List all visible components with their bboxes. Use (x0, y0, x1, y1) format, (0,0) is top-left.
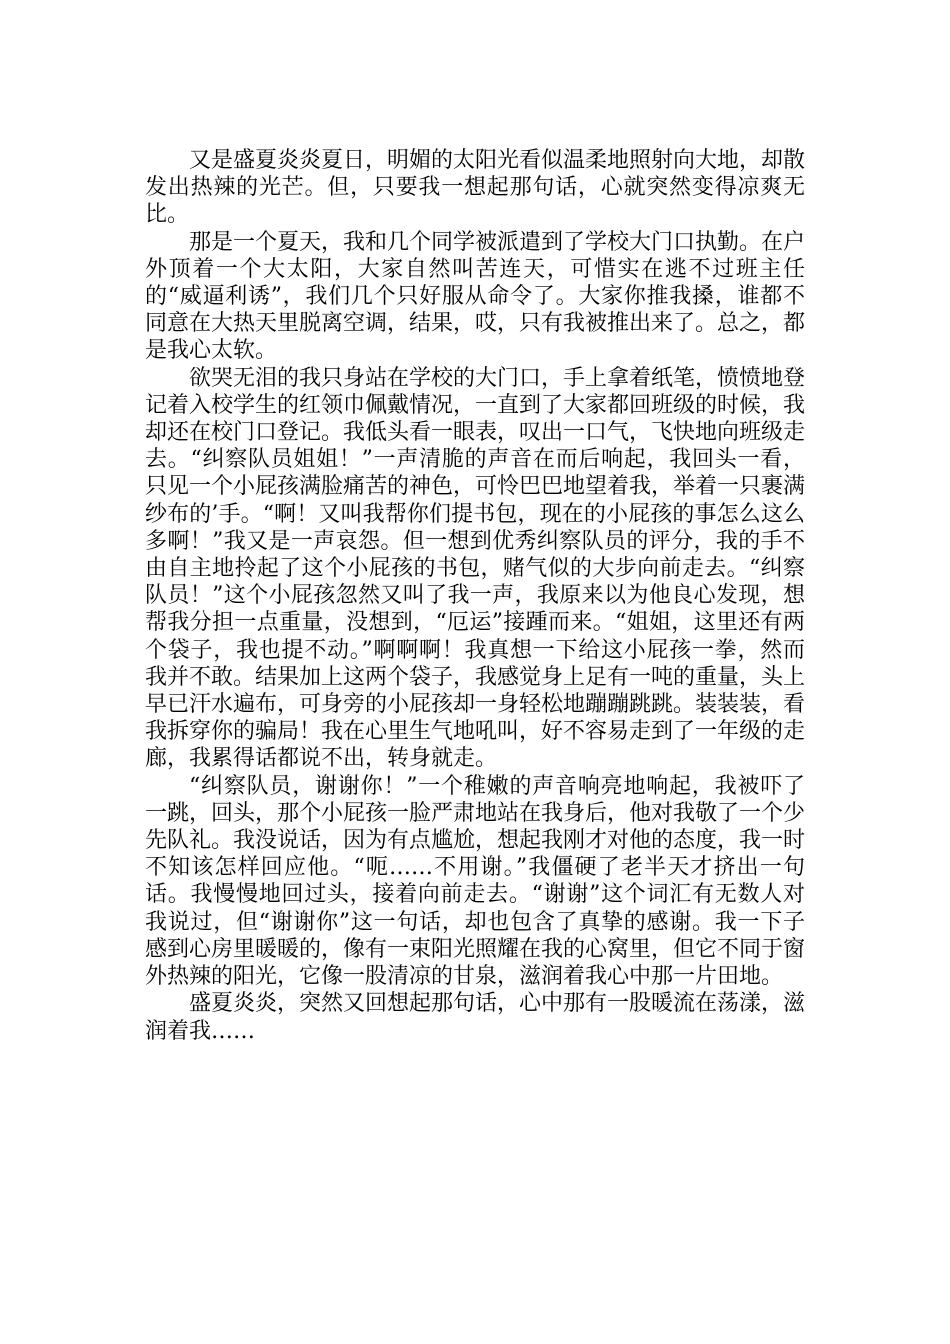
paragraph-5: 盛夏炎炎，突然又回想起那句话，心中那有一股暖流在荡漾，滋润着我…… (145, 991, 806, 1044)
paragraph-2: 那是一个夏天，我和几个同学被派遣到了学校大门口执勤。在户外顶着一个大太阳，大家自然叫苦连天，可惜实在逃不过班主任的“威逼利诱”，我们几个只好服从命令了。大家你推我搡，谁都不同意在大热天里脱离空调，结果，哎，只有我被推出来了。总之，都是我心太软。 (145, 229, 806, 364)
paragraph-4: “纠察队员，谢谢你！”一个稚嫩的声音响亮地响起，我被吓了一跳，回头，那个小屁孩一脸严肃地站在我身后，他对我敬了一个少先队礼。我没说话，因为有点尴尬，想起我刚才对他的态度，我一时不知该怎样回应他。“呃……不用谢。”我僵硬了老半天才挤出一句话。我慢慢地回过头，接着向前走去。“谢谢”这个词汇有无数人对我说过，但“谢谢你”这一句话，却也包含了真挚的感谢。我一下子感到心房里暖暖的，像有一束阳光照耀在我的心窝里，但它不同于窗外热辣的阳光，它像一股清凉的甘泉，滋润着我心中那一片田地。 (145, 773, 806, 990)
paragraph-3: 欲哭无泪的我只身站在学校的大门口，手上拿着纸笔，愤愤地登记着入校学生的红领巾佩戴情况，一直到了大家都回班级的时候，我却还在校门口登记。我低头看一眼表，叹出一口气，飞快地向班级走去。“纠察队员姐姐！”一声清脆的声音在而后响起，我回头一看，只见一个小屁孩满脸痛苦的神色，可怜巴巴地望着我，举着一只裹满纱布的’手。“啊！又叫我帮你们提书包，现在的小屁孩的事怎么这么多啊！”我又是一声哀怨。但一想到优秀纠察队员的评分，我的手不由自主地拎起了这个小屁孩的书包，赌气似的大步向前走去。“纠察队员！”这个小屁孩忽然又叫了我一声，我原来以为他良心发现，想帮我分担一点重量，没想到，“厄运”接踵而来。“姐姐，这里还有两个袋子，我也提不动。”啊啊啊！我真想一下给这小屁孩一拳，然而我并不敢。结果加上这两个袋子，我感觉身上足有一吨的重量，头上早已汗水遍布，可身旁的小屁孩却一身轻松地蹦蹦跳跳。装装装，看我拆穿你的骗局！我在心里生气地吼叫，好不容易走到了一年级的走廊，我累得话都说不出，转身就走。 (145, 365, 806, 772)
paragraph-1: 又是盛夏炎炎夏日，明媚的太阳光看似温柔地照射向大地，却散发出热辣的光芒。但，只要我一想起那句话，心就突然变得凉爽无比。 (145, 148, 806, 228)
document-body (145, 147, 805, 1045)
